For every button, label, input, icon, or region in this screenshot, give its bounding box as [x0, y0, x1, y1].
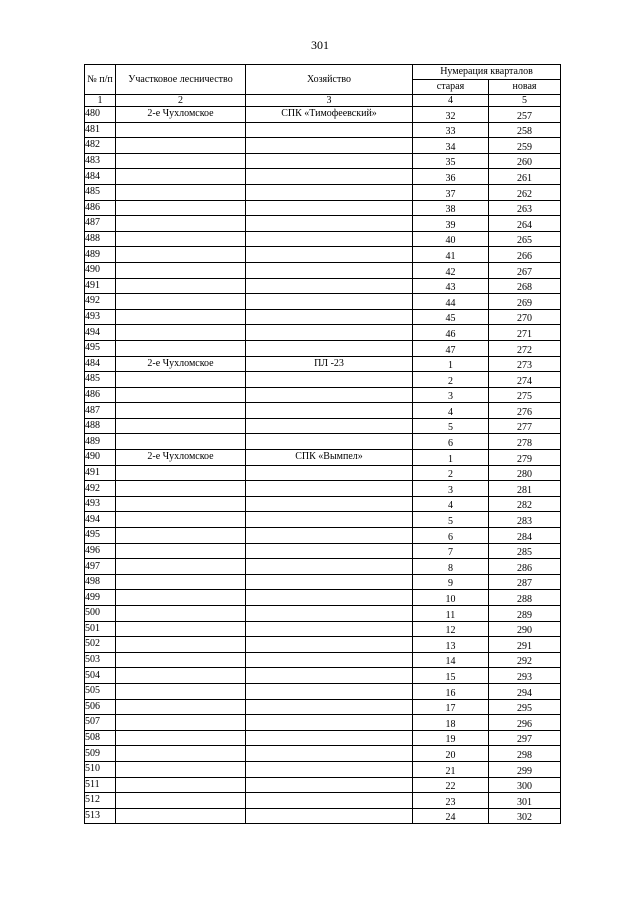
- new-quarter-cell: 296: [489, 715, 561, 731]
- forestry-cell: 2-е Чухломское: [116, 356, 246, 372]
- row-number-cell: 491: [85, 278, 116, 294]
- farm-cell: [246, 574, 413, 590]
- row-number-cell: 485: [85, 372, 116, 388]
- column-number: 2: [116, 95, 246, 107]
- farm-cell: [246, 262, 413, 278]
- row-number-cell: 502: [85, 637, 116, 653]
- row-number-cell: 495: [85, 528, 116, 544]
- forestry-cell: [116, 528, 246, 544]
- row-number-cell: 510: [85, 761, 116, 777]
- farm-cell: [246, 418, 413, 434]
- old-quarter-cell: 18: [413, 715, 489, 731]
- forestry-cell: [116, 325, 246, 341]
- old-quarter-cell: 47: [413, 340, 489, 356]
- farm-cell: [246, 403, 413, 419]
- forestry-cell: 2-е Чухломское: [116, 450, 246, 466]
- farm-cell: [246, 294, 413, 310]
- forestry-cell: [116, 200, 246, 216]
- table-row: [85, 309, 561, 325]
- old-quarter-cell: 3: [413, 481, 489, 497]
- farm-cell: ПЛ -23: [246, 356, 413, 372]
- new-quarter-cell: 265: [489, 231, 561, 247]
- table-row: [85, 496, 561, 512]
- new-quarter-cell: 277: [489, 418, 561, 434]
- column-number: 5: [489, 95, 561, 107]
- forestry-cell: [116, 231, 246, 247]
- forestry-cell: [116, 808, 246, 824]
- row-number-cell: 496: [85, 543, 116, 559]
- table-row: [85, 808, 561, 824]
- farm-cell: [246, 496, 413, 512]
- table-row: [85, 231, 561, 247]
- farm-cell: [246, 730, 413, 746]
- old-quarter-cell: 16: [413, 683, 489, 699]
- table-body: [85, 107, 561, 824]
- forestry-cell: [116, 153, 246, 169]
- row-number-cell: 490: [85, 262, 116, 278]
- old-quarter-cell: 12: [413, 621, 489, 637]
- forestry-cell: [116, 621, 246, 637]
- row-number-cell: 501: [85, 621, 116, 637]
- row-number-cell: 488: [85, 231, 116, 247]
- old-quarter-cell: 2: [413, 465, 489, 481]
- farm-cell: [246, 200, 413, 216]
- farm-cell: [246, 138, 413, 154]
- forestry-cell: [116, 138, 246, 154]
- table-row: [85, 403, 561, 419]
- old-quarter-cell: 36: [413, 169, 489, 185]
- forestry-cell: [116, 746, 246, 762]
- old-quarter-cell: 5: [413, 418, 489, 434]
- new-quarter-cell: 273: [489, 356, 561, 372]
- row-number-cell: 482: [85, 138, 116, 154]
- table-row: [85, 153, 561, 169]
- new-quarter-cell: 284: [489, 528, 561, 544]
- forestry-cell: [116, 372, 246, 388]
- farm-cell: [246, 465, 413, 481]
- row-number-cell: 489: [85, 434, 116, 450]
- table-row: [85, 356, 561, 372]
- farm-cell: [246, 606, 413, 622]
- table-row: [85, 372, 561, 388]
- farm-cell: [246, 122, 413, 138]
- row-number-cell: 492: [85, 481, 116, 497]
- header-farm: Хозяйство: [246, 65, 413, 95]
- forestry-cell: [116, 387, 246, 403]
- new-quarter-cell: 266: [489, 247, 561, 263]
- old-quarter-cell: 22: [413, 777, 489, 793]
- new-quarter-cell: 282: [489, 496, 561, 512]
- row-number-cell: 504: [85, 668, 116, 684]
- forestry-cell: 2-е Чухломское: [116, 107, 246, 123]
- table-row: [85, 107, 561, 123]
- row-number-cell: 507: [85, 715, 116, 731]
- old-quarter-cell: 23: [413, 793, 489, 809]
- old-quarter-cell: 34: [413, 138, 489, 154]
- row-number-cell: 506: [85, 699, 116, 715]
- new-quarter-cell: 291: [489, 637, 561, 653]
- row-number-cell: 481: [85, 122, 116, 138]
- header-forestry: Участковое лесничество: [116, 65, 246, 95]
- table-row: [85, 200, 561, 216]
- forestry-cell: [116, 652, 246, 668]
- old-quarter-cell: 33: [413, 122, 489, 138]
- table-row: [85, 652, 561, 668]
- table-row: [85, 450, 561, 466]
- column-number: 3: [246, 95, 413, 107]
- table-row: [85, 777, 561, 793]
- table-row: [85, 340, 561, 356]
- farm-cell: [246, 746, 413, 762]
- table-row: [85, 294, 561, 310]
- table-row: [85, 278, 561, 294]
- header-old: старая: [413, 80, 489, 95]
- header-num: № п/п: [85, 65, 116, 95]
- forestry-cell: [116, 169, 246, 185]
- old-quarter-cell: 2: [413, 372, 489, 388]
- forestry-cell: [116, 606, 246, 622]
- farm-cell: [246, 637, 413, 653]
- table-row: [85, 606, 561, 622]
- table-row: [85, 730, 561, 746]
- farm-cell: [246, 325, 413, 341]
- farm-cell: [246, 481, 413, 497]
- new-quarter-cell: 297: [489, 730, 561, 746]
- new-quarter-cell: 294: [489, 683, 561, 699]
- row-number-cell: 488: [85, 418, 116, 434]
- farm-cell: СПК «Тимофеевский»: [246, 107, 413, 123]
- forestry-cell: [116, 247, 246, 263]
- new-quarter-cell: 276: [489, 403, 561, 419]
- old-quarter-cell: 38: [413, 200, 489, 216]
- row-number-cell: 512: [85, 793, 116, 809]
- row-number-cell: 508: [85, 730, 116, 746]
- forestry-cell: [116, 465, 246, 481]
- new-quarter-cell: 300: [489, 777, 561, 793]
- new-quarter-cell: 272: [489, 340, 561, 356]
- new-quarter-cell: 271: [489, 325, 561, 341]
- new-quarter-cell: 270: [489, 309, 561, 325]
- old-quarter-cell: 6: [413, 434, 489, 450]
- new-quarter-cell: 262: [489, 184, 561, 200]
- row-number-cell: 489: [85, 247, 116, 263]
- farm-cell: [246, 793, 413, 809]
- old-quarter-cell: 40: [413, 231, 489, 247]
- new-quarter-cell: 274: [489, 372, 561, 388]
- row-number-cell: 500: [85, 606, 116, 622]
- forestry-cell: [116, 683, 246, 699]
- new-quarter-cell: 302: [489, 808, 561, 824]
- old-quarter-cell: 6: [413, 528, 489, 544]
- new-quarter-cell: 295: [489, 699, 561, 715]
- table-row: [85, 512, 561, 528]
- farm-cell: [246, 247, 413, 263]
- new-quarter-cell: 299: [489, 761, 561, 777]
- table-row: [85, 481, 561, 497]
- row-number-cell: 483: [85, 153, 116, 169]
- forestry-cell: [116, 590, 246, 606]
- row-number-cell: 490: [85, 450, 116, 466]
- table-row: [85, 668, 561, 684]
- old-quarter-cell: 13: [413, 637, 489, 653]
- forestry-cell: [116, 637, 246, 653]
- new-quarter-cell: 257: [489, 107, 561, 123]
- old-quarter-cell: 39: [413, 216, 489, 232]
- table-row: [85, 418, 561, 434]
- old-quarter-cell: 4: [413, 403, 489, 419]
- new-quarter-cell: 264: [489, 216, 561, 232]
- forestry-cell: [116, 512, 246, 528]
- table-row: [85, 216, 561, 232]
- row-number-cell: 493: [85, 496, 116, 512]
- farm-cell: [246, 512, 413, 528]
- farm-cell: [246, 309, 413, 325]
- farm-cell: [246, 777, 413, 793]
- farm-cell: [246, 216, 413, 232]
- forestry-cell: [116, 216, 246, 232]
- old-quarter-cell: 1: [413, 356, 489, 372]
- table-row: [85, 699, 561, 715]
- new-quarter-cell: 258: [489, 122, 561, 138]
- table-row: [85, 761, 561, 777]
- header-numbering: Нумерация кварталов: [413, 65, 561, 80]
- forestry-cell: [116, 309, 246, 325]
- row-number-cell: 480: [85, 107, 116, 123]
- new-quarter-cell: 286: [489, 559, 561, 575]
- forestry-cell: [116, 403, 246, 419]
- old-quarter-cell: 24: [413, 808, 489, 824]
- forestry-cell: [116, 699, 246, 715]
- page-number: 301: [311, 38, 329, 52]
- table-row: [85, 434, 561, 450]
- forestry-cell: [116, 715, 246, 731]
- farm-cell: [246, 559, 413, 575]
- old-quarter-cell: 11: [413, 606, 489, 622]
- old-quarter-cell: 7: [413, 543, 489, 559]
- old-quarter-cell: 8: [413, 559, 489, 575]
- row-number-cell: 505: [85, 683, 116, 699]
- table-row: [85, 325, 561, 341]
- farm-cell: [246, 184, 413, 200]
- old-quarter-cell: 4: [413, 496, 489, 512]
- new-quarter-cell: 290: [489, 621, 561, 637]
- old-quarter-cell: 5: [413, 512, 489, 528]
- new-quarter-cell: 278: [489, 434, 561, 450]
- header-new: новая: [489, 80, 561, 95]
- new-quarter-cell: 280: [489, 465, 561, 481]
- farm-cell: [246, 761, 413, 777]
- farm-cell: [246, 231, 413, 247]
- forestry-cell: [116, 481, 246, 497]
- row-number-cell: 513: [85, 808, 116, 824]
- farm-cell: [246, 340, 413, 356]
- farm-cell: [246, 715, 413, 731]
- table-row: [85, 574, 561, 590]
- old-quarter-cell: 3: [413, 387, 489, 403]
- table-row: [85, 793, 561, 809]
- table-row: [85, 543, 561, 559]
- old-quarter-cell: 21: [413, 761, 489, 777]
- new-quarter-cell: 301: [489, 793, 561, 809]
- table-row: [85, 465, 561, 481]
- table-row: [85, 169, 561, 185]
- forestry-cell: [116, 340, 246, 356]
- new-quarter-cell: 289: [489, 606, 561, 622]
- table-row: [85, 590, 561, 606]
- new-quarter-cell: 279: [489, 450, 561, 466]
- new-quarter-cell: 259: [489, 138, 561, 154]
- table-row: [85, 387, 561, 403]
- row-number-cell: 503: [85, 652, 116, 668]
- forestry-cell: [116, 559, 246, 575]
- old-quarter-cell: 46: [413, 325, 489, 341]
- table-row: [85, 184, 561, 200]
- new-quarter-cell: 293: [489, 668, 561, 684]
- old-quarter-cell: 42: [413, 262, 489, 278]
- old-quarter-cell: 15: [413, 668, 489, 684]
- row-number-cell: 491: [85, 465, 116, 481]
- old-quarter-cell: 37: [413, 184, 489, 200]
- farm-cell: [246, 683, 413, 699]
- row-number-cell: 511: [85, 777, 116, 793]
- farm-cell: [246, 434, 413, 450]
- old-quarter-cell: 32: [413, 107, 489, 123]
- forestry-cell: [116, 793, 246, 809]
- table-row: [85, 637, 561, 653]
- table-row: [85, 746, 561, 762]
- farm-cell: [246, 387, 413, 403]
- new-quarter-cell: 269: [489, 294, 561, 310]
- table-row: [85, 138, 561, 154]
- farm-cell: СПК «Вымпел»: [246, 450, 413, 466]
- farm-cell: [246, 699, 413, 715]
- row-number-cell: 499: [85, 590, 116, 606]
- row-number-cell: 493: [85, 309, 116, 325]
- column-number: 4: [413, 95, 489, 107]
- old-quarter-cell: 45: [413, 309, 489, 325]
- farm-cell: [246, 543, 413, 559]
- row-number-cell: 495: [85, 340, 116, 356]
- new-quarter-cell: 267: [489, 262, 561, 278]
- row-number-cell: 494: [85, 325, 116, 341]
- row-number-cell: 509: [85, 746, 116, 762]
- forestry-cell: [116, 184, 246, 200]
- forestry-cell: [116, 122, 246, 138]
- forestry-cell: [116, 730, 246, 746]
- row-number-cell: 484: [85, 169, 116, 185]
- row-number-cell: 484: [85, 356, 116, 372]
- row-number-cell: 487: [85, 216, 116, 232]
- farm-cell: [246, 808, 413, 824]
- old-quarter-cell: 19: [413, 730, 489, 746]
- farm-cell: [246, 652, 413, 668]
- row-number-cell: 494: [85, 512, 116, 528]
- forestry-cell: [116, 761, 246, 777]
- old-quarter-cell: 43: [413, 278, 489, 294]
- old-quarter-cell: 10: [413, 590, 489, 606]
- old-quarter-cell: 1: [413, 450, 489, 466]
- old-quarter-cell: 17: [413, 699, 489, 715]
- new-quarter-cell: 288: [489, 590, 561, 606]
- farm-cell: [246, 153, 413, 169]
- forestry-cell: [116, 278, 246, 294]
- table-row: [85, 247, 561, 263]
- forestry-cell: [116, 777, 246, 793]
- new-quarter-cell: 287: [489, 574, 561, 590]
- row-number-cell: 492: [85, 294, 116, 310]
- row-number-cell: 485: [85, 184, 116, 200]
- column-number: 1: [85, 95, 116, 107]
- new-quarter-cell: 260: [489, 153, 561, 169]
- old-quarter-cell: 14: [413, 652, 489, 668]
- row-number-cell: 486: [85, 387, 116, 403]
- old-quarter-cell: 35: [413, 153, 489, 169]
- forestry-cell: [116, 418, 246, 434]
- new-quarter-cell: 261: [489, 169, 561, 185]
- forestry-cell: [116, 496, 246, 512]
- table-row: [85, 621, 561, 637]
- farm-cell: [246, 169, 413, 185]
- new-quarter-cell: 281: [489, 481, 561, 497]
- new-quarter-cell: 275: [489, 387, 561, 403]
- row-number-cell: 498: [85, 574, 116, 590]
- farm-cell: [246, 621, 413, 637]
- farm-cell: [246, 528, 413, 544]
- new-quarter-cell: 298: [489, 746, 561, 762]
- new-quarter-cell: 268: [489, 278, 561, 294]
- farm-cell: [246, 278, 413, 294]
- quarter-numbering-table: [84, 64, 561, 824]
- old-quarter-cell: 9: [413, 574, 489, 590]
- forestry-cell: [116, 294, 246, 310]
- old-quarter-cell: 44: [413, 294, 489, 310]
- forestry-cell: [116, 262, 246, 278]
- new-quarter-cell: 283: [489, 512, 561, 528]
- table-row: [85, 262, 561, 278]
- row-number-cell: 487: [85, 403, 116, 419]
- table-row: [85, 528, 561, 544]
- farm-cell: [246, 668, 413, 684]
- forestry-cell: [116, 543, 246, 559]
- old-quarter-cell: 20: [413, 746, 489, 762]
- farm-cell: [246, 372, 413, 388]
- new-quarter-cell: 292: [489, 652, 561, 668]
- table-row: [85, 715, 561, 731]
- old-quarter-cell: 41: [413, 247, 489, 263]
- row-number-cell: 497: [85, 559, 116, 575]
- row-number-cell: 486: [85, 200, 116, 216]
- farm-cell: [246, 590, 413, 606]
- new-quarter-cell: 285: [489, 543, 561, 559]
- forestry-cell: [116, 434, 246, 450]
- table-row: [85, 683, 561, 699]
- new-quarter-cell: 263: [489, 200, 561, 216]
- forestry-cell: [116, 574, 246, 590]
- table-row: [85, 122, 561, 138]
- forestry-cell: [116, 668, 246, 684]
- table-row: [85, 559, 561, 575]
